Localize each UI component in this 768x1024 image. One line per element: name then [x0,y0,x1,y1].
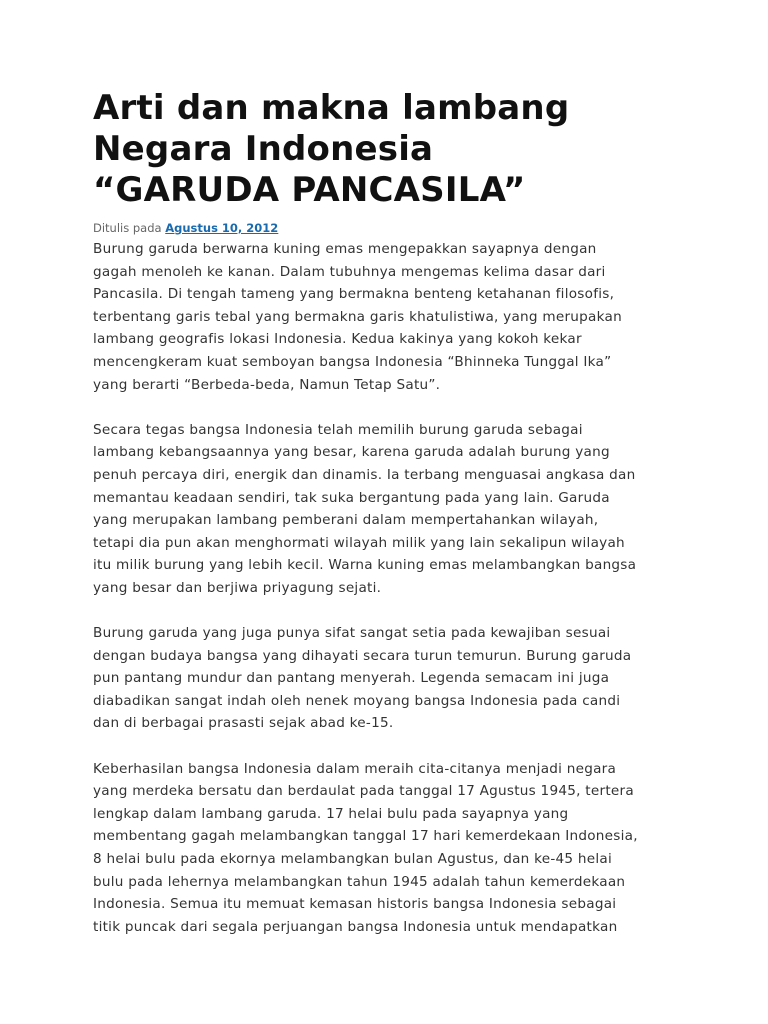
text-line: 8 helai bulu pada ekornya melambangkan bulan Agustus, dan ke-45 helai [93,851,613,868]
post-date-link[interactable]: Agustus 10, 2012 [165,221,279,235]
text-line: Indonesia. Semua itu memuat kemasan historis bangsa Indonesia sebagai [93,896,617,913]
post-meta [93,220,278,236]
meta-prefix: Ditulis pada [93,221,166,235]
text-line: memantau keadaan sendiri, tak suka bergantung pada yang lain. Garuda [93,489,610,506]
text-line: diabadikan sangat indah oleh nenek moyang bangsa Indonesia pada candi [93,692,621,709]
text-line: penuh percaya diri, energik dan dinamis. Ia terbang menguasai angkasa dan [93,466,636,483]
text-line: yang besar dan berjiwa priyagung sejati. [93,579,382,596]
paragraph-2 [93,419,678,600]
text-line: dan di berbagai prasasti sejak abad ke-15. [93,715,394,732]
text-line: Burung garuda yang juga punya sifat sangat setia pada kewajiban sesuai [93,625,611,642]
text-line: yang merupakan lambang pemberani dalam mempertahankan wilayah, [93,512,599,529]
title-line-2: Negara Indonesia [93,129,434,169]
text-line: gagah menoleh ke kanan. Dalam tubuhnya mengemas kelima dasar dari [93,263,606,280]
text-line: itu milik burung yang lebih kecil. Warna kuning emas melambangkan bangsa [93,557,637,574]
text-line: lambang geografis lokasi Indonesia. Kedua kakinya yang kokoh kekar [93,331,582,348]
text-line: dengan budaya bangsa yang dihayati secara turun temurun. Burung garuda [93,647,632,664]
paragraph-3 [93,622,678,735]
article-title [93,88,678,211]
article-body [93,238,678,961]
title-line-3: “GARUDA PANCASILA” [93,170,526,210]
text-line: tetapi dia pun akan menghormati wilayah milik yang lain sekalipun wilayah [93,534,625,551]
title-line-1: Arti dan makna lambang [93,88,570,128]
text-line: mencengkeram kuat semboyan bangsa Indonesia “Bhinneka Tunggal Ika” [93,353,612,370]
text-line: lambang kebangsaannya yang besar, karena garuda adalah burung yang [93,444,610,461]
text-line: yang berarti “Berbeda-beda, Namun Tetap Satu”. [93,376,441,393]
text-line: lengkap dalam lambang garuda. 17 helai bulu pada sayapnya yang [93,805,569,822]
text-line: Burung garuda berwarna kuning emas mengepakkan sayapnya dengan [93,241,597,257]
text-line: titik puncak dari segala perjuangan bangsa Indonesia untuk mendapatkan [93,918,618,935]
text-line: Keberhasilan bangsa Indonesia dalam meraih cita-citanya menjadi negara [93,760,617,777]
text-line: terbentang garis tebal yang bermakna garis khatulistiwa, yang merupakan [93,308,622,325]
text-line: Secara tegas bangsa Indonesia telah memilih burung garuda sebagai [93,421,583,438]
text-line: pun pantang mundur dan pantang menyerah. Legenda semacam ini juga [93,670,610,687]
paragraph-1 [93,238,678,396]
text-line: bulu pada lehernya melambangkan tahun 1945 adalah tahun kemerdekaan [93,873,626,890]
paragraph-4 [93,758,678,939]
text-line: yang merdeka bersatu dan berdaulat pada tanggal 17 Agustus 1945, tertera [93,783,634,800]
text-line: membentang gagah melambangkan tanggal 17 hari kemerdekaan Indonesia, [93,828,638,845]
text-line: Pancasila. Di tengah tameng yang bermakna benteng ketahanan filosofis, [93,286,615,303]
